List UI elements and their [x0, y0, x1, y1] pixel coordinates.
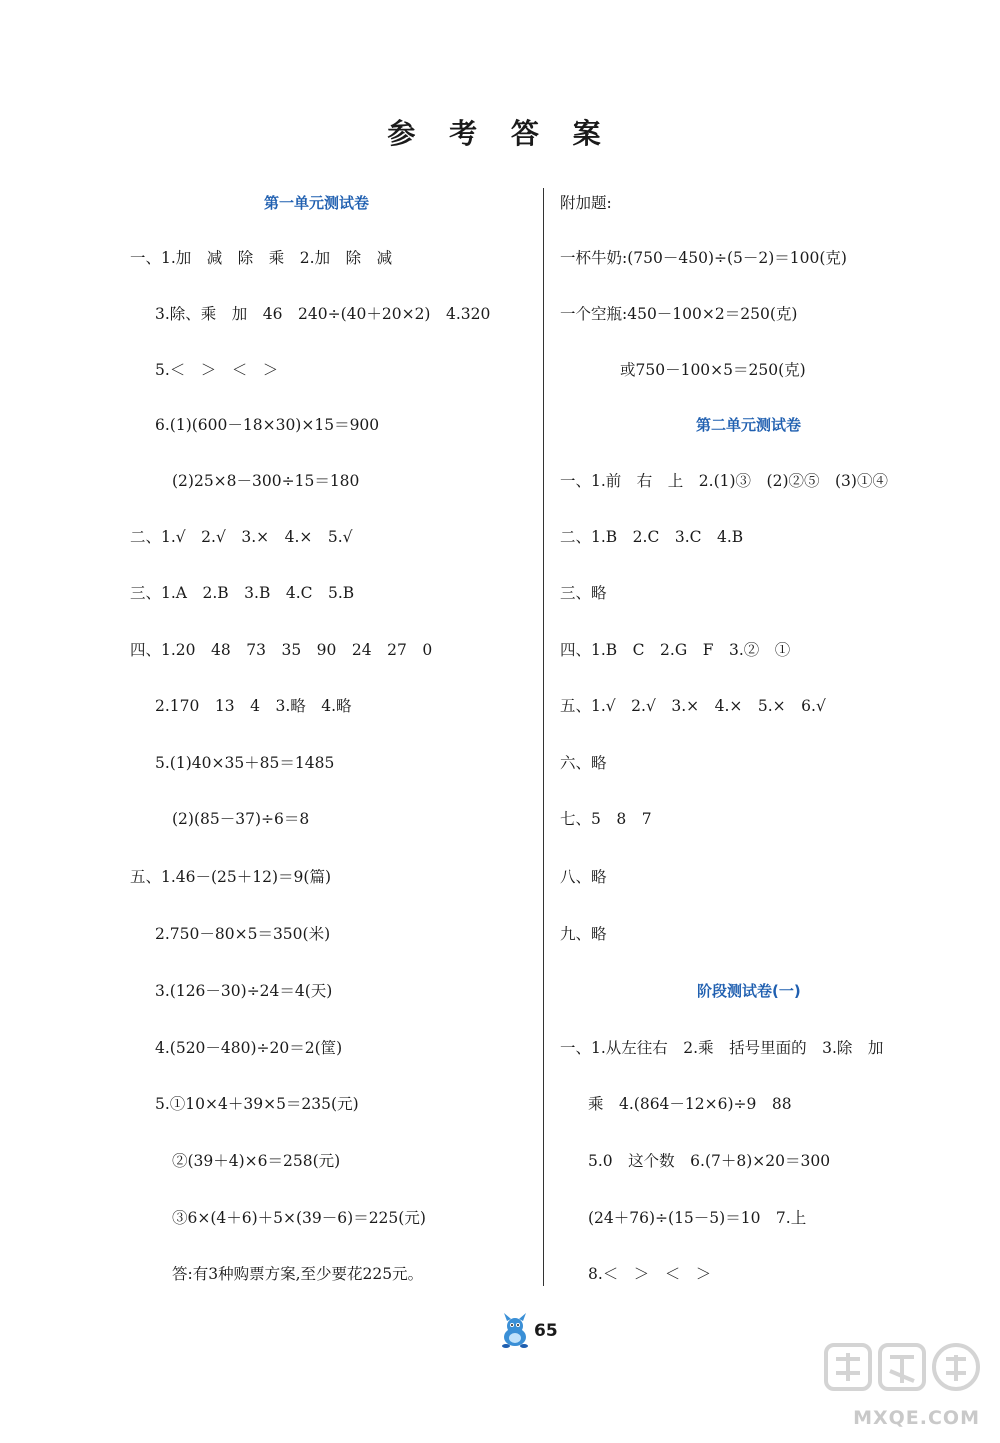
answer-line: 三、略 — [560, 584, 607, 602]
answer-line: 8.＜ ＞ ＜ ＞ — [588, 1265, 712, 1283]
answer-line: 八、略 — [560, 868, 607, 886]
answer-line: 5.＜ ＞ ＜ ＞ — [155, 361, 279, 379]
page-footer — [498, 1313, 558, 1349]
answer-line: 4.(520－480)÷20＝2(筐) — [155, 1039, 343, 1057]
answer-line: (2)(85－37)÷6＝8 — [172, 810, 310, 828]
answer-line: 二、1.√ 2.√ 3.× 4.× 5.√ — [130, 528, 353, 546]
answer-line: 一、1.从左往右 2.乘 括号里面的 3.除 加 — [560, 1039, 884, 1057]
answer-line: ②(39＋4)×6＝258(元) — [172, 1152, 341, 1170]
answer-line: 五、1.√ 2.√ 3.× 4.× 5.× 6.√ — [560, 697, 826, 715]
answer-line: 五、1.46－(25＋12)＝9(篇) — [130, 868, 332, 886]
answer-line: 一杯牛奶:(750－450)÷(5－2)＝100(克) — [560, 249, 847, 267]
answer-line: 六、略 — [560, 754, 607, 772]
page-title: 参 考 答 案 — [387, 117, 613, 150]
answer-line: 三、1.A 2.B 3.B 4.C 5.B — [130, 584, 355, 602]
answer-line: 6.(1)(600－18×30)×15＝900 — [155, 416, 380, 434]
answer-line: (2)25×8－300÷15＝180 — [172, 472, 360, 490]
answer-line: 七、5 8 7 — [560, 810, 652, 828]
extra-question-label: 附加题: — [560, 194, 612, 212]
answer-line: 3.除、乘 加 46 240÷(40＋20×2) 4.320 — [155, 305, 491, 323]
column-divider — [543, 188, 544, 1286]
section-title-stage1: 阶段测试卷(一) — [697, 982, 801, 1000]
answer-line: 5.①10×4＋39×5＝235(元) — [155, 1095, 359, 1113]
answer-line: 九、略 — [560, 925, 607, 943]
answer-line: 2.750－80×5＝350(米) — [155, 925, 331, 943]
answer-line: 四、1.B C 2.G F 3.② ① — [560, 641, 791, 659]
answer-line: 答:有3种购票方案,至少要花225元。 — [172, 1265, 424, 1283]
answer-line: 四、1.20 48 73 35 90 24 27 0 — [130, 641, 433, 659]
answer-line: 一个空瓶:450－100×2＝250(克) — [560, 305, 798, 323]
answer-line: 一、1.前 右 上 2.(1)③ (2)②⑤ (3)①④ — [560, 472, 888, 490]
page-number: 65 — [534, 1321, 558, 1341]
answer-line: 2.170 13 4 3.略 4.略 — [155, 697, 352, 715]
mascot-icon — [498, 1313, 532, 1349]
answer-line: 或750－100×5＝250(克) — [620, 361, 806, 379]
watermark-text: MXQE.COM — [853, 1407, 980, 1429]
answer-line: 5.(1)40×35＋85＝1485 — [155, 754, 335, 772]
section-title-unit1: 第一单元测试卷 — [264, 194, 370, 212]
answer-line: 乘 4.(864－12×6)÷9 88 — [588, 1095, 792, 1113]
answer-line: 3.(126－30)÷24＝4(天) — [155, 982, 333, 1000]
answer-line: 二、1.B 2.C 3.C 4.B — [560, 528, 744, 546]
answer-line: (24＋76)÷(15－5)＝10 7.上 — [588, 1209, 807, 1227]
section-title-unit2: 第二单元测试卷 — [696, 416, 802, 434]
answer-line: 5.0 这个数 6.(7＋8)×20＝300 — [588, 1152, 831, 1170]
answer-line: ③6×(4＋6)＋5×(39－6)＝225(元) — [172, 1209, 426, 1227]
answer-line: 一、1.加 减 除 乘 2.加 除 减 — [130, 249, 393, 267]
